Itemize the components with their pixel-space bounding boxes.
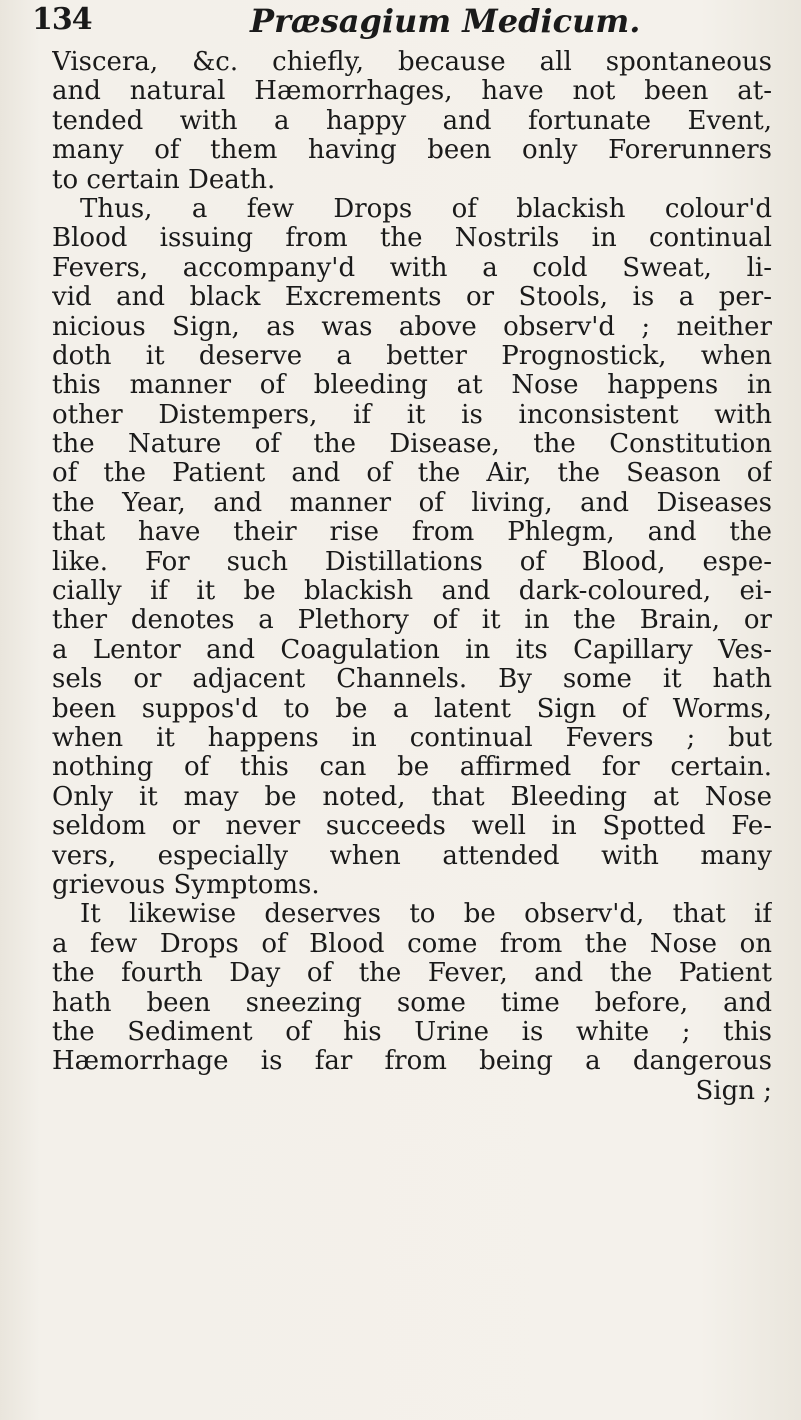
- text-line: Hæmorrhage is far from being a dangerous: [52, 1047, 772, 1077]
- text-line: vers, especially when attended with many: [52, 841, 772, 871]
- page-header: [0, 0, 801, 50]
- text-line: like. For such Distillations of Blood, espe-: [52, 547, 772, 577]
- text-line: cially if it be blackish and dark-coloured, ei-: [52, 577, 772, 607]
- text-line: Viscera, &c. chiefly, because all spontaneous: [52, 48, 772, 77]
- text-line: the fourth Day of the Fever, and the Patient: [52, 959, 772, 989]
- text-line: of the Patient and of the Air, the Season of: [52, 459, 772, 489]
- text-line: been suppos'd to be a latent Sign of Worms,: [52, 694, 772, 724]
- text-line: that have their rise from Phlegm, and the: [52, 518, 772, 548]
- text-line: doth it deserve a better Prognostick, when: [52, 341, 772, 371]
- text-line: the Nature of the Disease, the Constitution: [52, 430, 772, 460]
- text-line: the Year, and manner of living, and Diseases: [52, 488, 772, 518]
- text-line: seldom or never succeeds well in Spotted Fe-: [52, 812, 772, 842]
- text-line: Blood issuing from the Nostrils in continual: [52, 224, 772, 254]
- text-line: tended with a happy and fortunate Event,: [52, 106, 772, 136]
- text-line: nicious Sign, as was above observ'd ; neither: [52, 312, 772, 342]
- text-line: many of them having been only Forerunners: [52, 136, 772, 166]
- text-line: sels or adjacent Channels. By some it hath: [52, 665, 772, 695]
- text-line: Only it may be noted, that Bleeding at Nose: [52, 782, 772, 812]
- text-line: Thus, a few Drops of blackish colour'd: [80, 194, 772, 224]
- text-line: vid and black Excrements or Stools, is a per-: [52, 283, 772, 313]
- catchword: Sign ;: [695, 1076, 772, 1106]
- text-line: a few Drops of Blood come from the Nose on: [52, 929, 772, 959]
- running-title: Præsagium Medicum.: [250, 2, 641, 40]
- text-line: other Distempers, if it is inconsistent with: [52, 400, 772, 430]
- text-line: nothing of this can be affirmed for certain.: [52, 753, 772, 783]
- text-line: ther denotes a Plethory of it in the Brain, or: [52, 606, 772, 636]
- body-text: [52, 48, 772, 1106]
- text-line: to certain Death.: [52, 165, 276, 195]
- text-line: when it happens in continual Fevers ; but: [52, 723, 772, 753]
- page-number: 134: [32, 2, 92, 37]
- text-line: grievous Symptoms.: [52, 870, 320, 900]
- text-line: Fevers, accompany'd with a cold Sweat, li-: [52, 253, 772, 283]
- text-line: the Sediment of his Urine is white ; this: [52, 1017, 772, 1047]
- text-line: a Lentor and Coagulation in its Capillary Ves-: [52, 635, 772, 665]
- text-line: hath been sneezing some time before, and: [52, 988, 772, 1018]
- text-line: this manner of bleeding at Nose happens in: [52, 371, 772, 401]
- text-line: and natural Hæmorrhages, have not been at-: [52, 77, 772, 107]
- text-line: It likewise deserves to be observ'd, that if: [80, 900, 772, 930]
